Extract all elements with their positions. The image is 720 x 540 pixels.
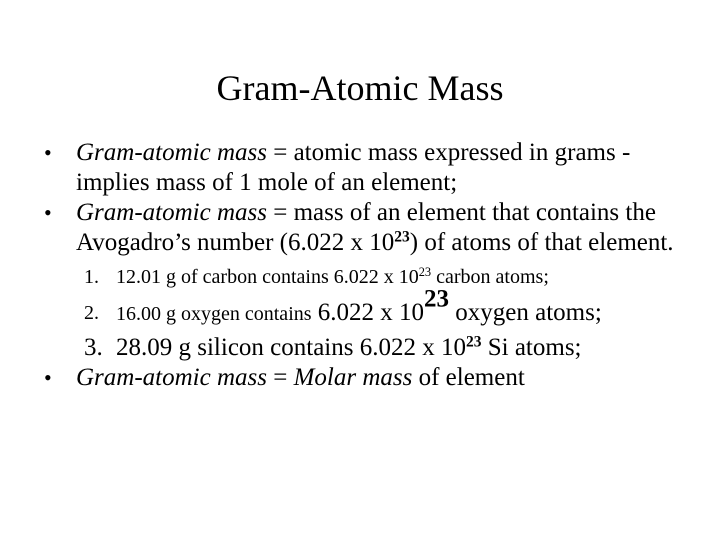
item-text: Si atoms; — [481, 334, 582, 361]
slide-content — [44, 138, 694, 393]
item-text: 28.09 g silicon contains 6.022 x 10 — [116, 334, 466, 361]
exponent: 23 — [424, 285, 450, 313]
item-text: 16.00 g oxygen contains — [116, 303, 312, 325]
item-text: oxygen atoms; — [449, 299, 602, 326]
item-text: carbon atoms; — [431, 266, 549, 288]
bullet-text: = atomic mass expressed in grams - implies mass of 1 mole of an element; — [76, 139, 631, 196]
bullet-icon: • — [44, 365, 52, 390]
bullet-text: = — [266, 364, 294, 391]
numbered-item-1 — [44, 262, 694, 292]
numbered-item-3 — [44, 333, 694, 363]
numbered-item-2 — [44, 285, 694, 329]
bullet-item-1 — [44, 138, 694, 198]
item-number: 3. — [84, 334, 103, 361]
bullet-text: of element — [412, 364, 525, 391]
item-text: 12.01 g of carbon contains 6.022 x 10 — [116, 266, 419, 288]
item-text: 6.022 x 10 — [311, 299, 425, 326]
bullet-item-2 — [44, 198, 694, 258]
term-gram-atomic-mass: Gram-atomic mass — [76, 199, 267, 226]
exponent: 23 — [465, 333, 482, 351]
term-molar-mass: Molar mass — [293, 364, 413, 391]
exponent: 23 — [394, 228, 410, 246]
item-number: 1. — [84, 266, 99, 288]
bullet-text: ) of atoms of that element. — [409, 229, 674, 256]
exponent: 23 — [418, 265, 432, 280]
bullet-icon: • — [44, 200, 52, 225]
slide-title: Gram-Atomic Mass — [216, 68, 504, 108]
term-gram-atomic-mass: Gram-atomic mass — [76, 364, 267, 391]
bullet-text: = mass of an element that contains the Avogadro’s number (6.022 x 10 — [76, 199, 656, 256]
bullet-item-3 — [44, 363, 694, 393]
term-gram-atomic-mass: Gram-atomic mass — [76, 139, 267, 166]
bullet-icon: • — [44, 140, 52, 165]
item-number: 2. — [84, 302, 99, 324]
